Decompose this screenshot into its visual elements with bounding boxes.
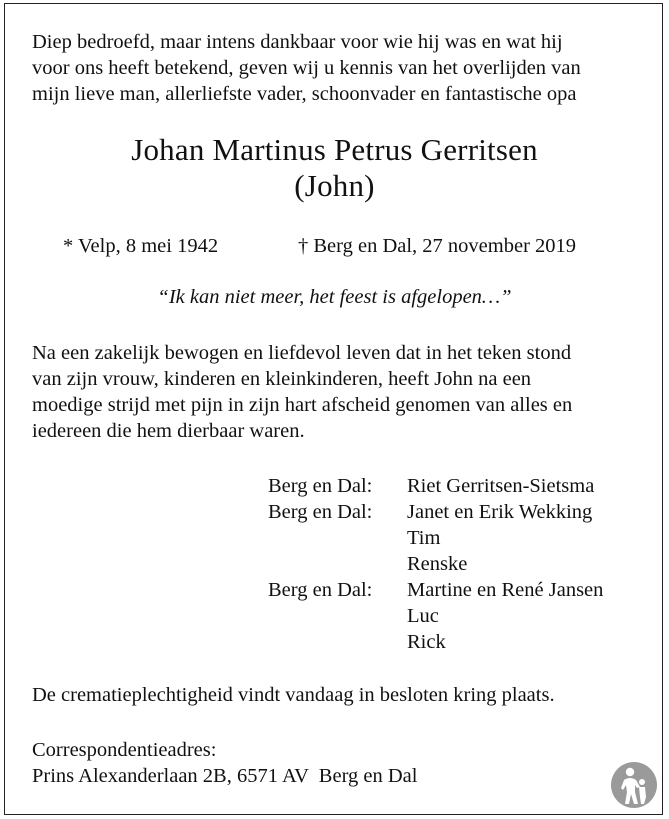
family-row — [268, 473, 603, 499]
family-names: Martine en René Jansen — [407, 579, 604, 601]
family-row — [268, 603, 603, 629]
family-names: Tim — [407, 527, 441, 549]
body-line: iedereen die hem dierbaar waren. — [32, 420, 305, 442]
intro-paragraph — [32, 29, 581, 107]
family-row — [268, 629, 603, 655]
family-place: Berg en Dal: — [268, 501, 373, 523]
family-names: Riet Gerritsen-Sietsma — [407, 475, 595, 497]
body-paragraph — [32, 340, 572, 444]
family-names: Luc — [407, 605, 439, 627]
family-row — [268, 577, 603, 603]
quote: “Ik kan niet meer, het feest is afgelopen…” — [157, 286, 512, 308]
correspondence-address: Prins Alexanderlaan 2B, 6571 AV Berg en Dal — [32, 765, 418, 787]
family-row — [268, 525, 603, 551]
body-line: Na een zakelijk bewogen en liefdevol leven dat in het teken stond — [32, 342, 572, 364]
intro-line: Diep bedroefd, maar intens dankbaar voor wie hij was en wat hij — [32, 31, 563, 53]
death-date: † Berg en Dal, 27 november 2019 — [298, 235, 577, 257]
family-list — [268, 473, 603, 655]
correspondence-label: Correspondentieadres: — [32, 739, 217, 761]
deceased-name: Johan Martinus Petrus Gerritsen — [131, 132, 538, 167]
intro-line: voor ons heeft betekend, geven wij u kennis van het overlijden van — [32, 57, 581, 79]
family-place — [268, 525, 407, 551]
family-row — [268, 551, 603, 577]
memorial-figure-icon[interactable] — [610, 761, 658, 809]
family-names: Renske — [407, 553, 468, 575]
birth-date: * Velp, 8 mei 1942 — [63, 235, 219, 257]
family-names: Janet en Erik Wekking — [407, 501, 593, 523]
deceased-nickname: (John) — [294, 168, 375, 203]
family-place — [268, 551, 407, 577]
family-names: Rick — [407, 631, 446, 653]
family-place: Berg en Dal: — [268, 475, 373, 497]
intro-line: mijn lieve man, allerliefste vader, schoonvader en fantastische opa — [32, 83, 577, 105]
family-place — [268, 629, 407, 655]
family-place: Berg en Dal: — [268, 579, 373, 601]
family-row — [268, 499, 603, 525]
body-line: van zijn vrouw, kinderen en kleinkinderen, heeft John na een — [32, 368, 532, 390]
cremation-notice: De crematieplechtigheid vindt vandaag in besloten kring plaats. — [32, 684, 555, 706]
body-line: moedige strijd met pijn in zijn hart afscheid genomen van alles en — [32, 394, 573, 416]
correspondence — [32, 737, 417, 789]
family-place — [268, 603, 407, 629]
